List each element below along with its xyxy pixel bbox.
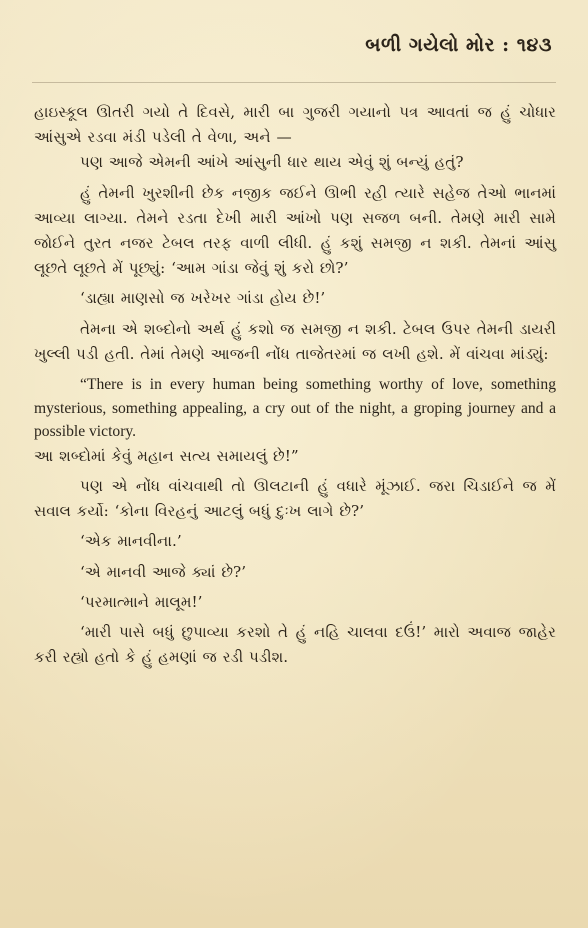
paragraph-6: ‘મારી પાસે બધું છુપાવ્યા કરશો તે હું નહિ ચાલવા દઉં!’ મારો અવાજ જાહેર કરી રહ્યો હતો કે હું હમણાં જ રડી પડીશ.: [34, 623, 556, 667]
paragraph-2: પણ આજે એમની આંખે આંસુની ધાર થાય એવું શું બન્યું હતું?: [80, 153, 464, 172]
page-body: [34, 100, 556, 670]
paragraph-1: હાઇસ્કૂલ ઊતરી ગયો તે દિવસે, મારી બા ગુજરી ગયાનો પત્ર આવતાં જ હું ચોધાર આંસુએ રડવા મંડી પડેલી તે વેળા, અને —: [34, 103, 556, 147]
dialogue-line-1: ‘ડાહ્યા માણસો જ ખરેખર ગાંડા હોય છે!’: [80, 289, 326, 308]
dialogue-line-3: ‘એ માનવી આજે ક્યાં છે?’: [80, 562, 247, 581]
header-divider: [32, 82, 556, 83]
quote-ending: આ શબ્દોમાં કેવું મહાન સત્ય સમાયલું છે!”: [34, 446, 299, 465]
dialogue-line-2: ‘એક માનવીના.’: [80, 532, 182, 551]
dialogue-line-4: ‘પરમાત્માને માલૂમ!’: [80, 592, 203, 611]
running-header: બળી ગયેલો મોર : ૧૪૩: [365, 34, 552, 56]
paragraph-3: હું તેમની ખુરશીની છેક નજીક જઈને ઊભી રહી ત્યારે સહેજ તેઓ ભાનમાં આવ્યા લાગ્યા. તેમને રડતા દેખી મારી આંખો પણ સજળ બની. તેમણે મારી સામે જોઈને તુરત નજર ટેબલ તરફ વાળી લીધી. હું કશું સમજી ન શકી. તેમનાં આંસુ લૂછતે લૂછતે મેં પૂછ્યું: ‘આમ ગાંડા જેવું શું કરો છો?’: [34, 183, 556, 278]
paragraph-5: પણ એ નોંધ વાંચવાથી તો ઊલટાની હું વધારે મૂંઝાઈ. જરા ચિડાઈને જ મેં સવાલ કર્યો: ‘કોના વિરહનું આટલું બધું દુઃખ લાગે છે?’: [34, 477, 556, 521]
paragraph-4: તેમના એ શબ્દોનો અર્થ હું કશો જ સમજી ન શકી. ટેબલ ઉપર તેમની ડાયરી ખુલ્લી પડી હતી. તેમાં તેમણે આજની નોંધ તાજેતરમાં જ લખી હશે. મેં વાંચવા માંડ્યું:: [34, 319, 556, 363]
english-quote: “There is in every human being something worthy of love, something mysterious, something appealing, a cry out of the night, a groping journey and a possible victory.: [34, 376, 556, 441]
